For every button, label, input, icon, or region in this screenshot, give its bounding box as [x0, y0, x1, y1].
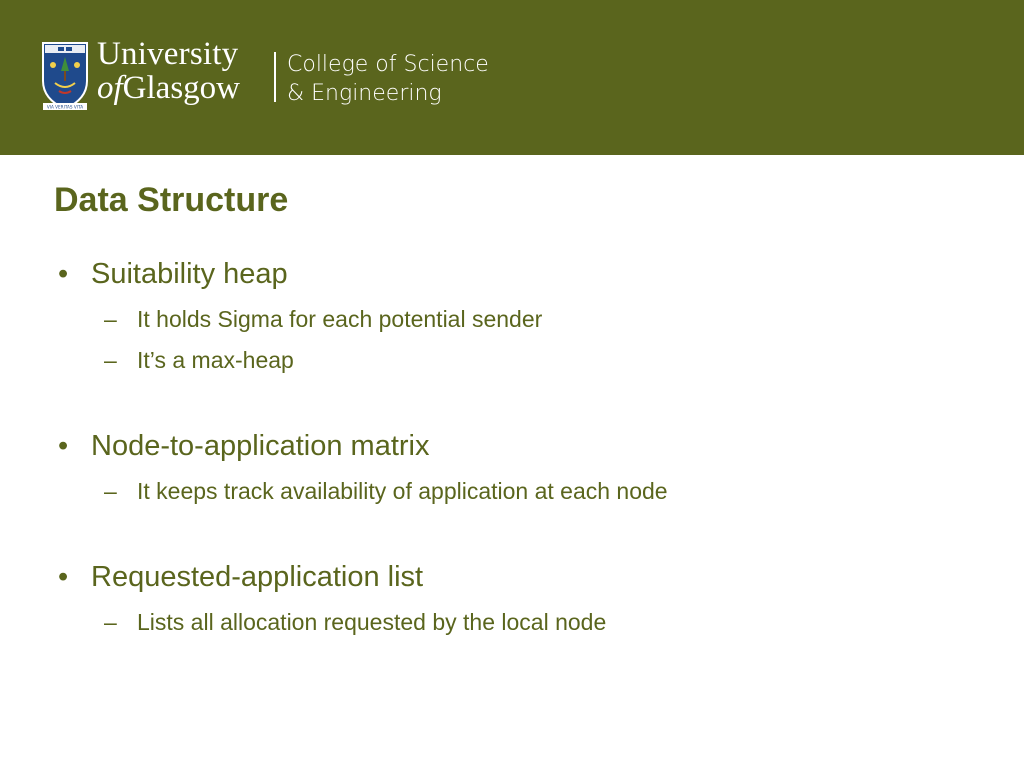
university-glasgow-word: Glasgow: [122, 70, 240, 106]
college-name-line2: & Engineering: [287, 81, 442, 106]
sub-bullet-item: [104, 477, 668, 505]
bullet-marker: •: [58, 561, 69, 593]
bullet-item: [58, 257, 288, 291]
sub-bullet-item: [104, 305, 542, 333]
sub-bullet-item: [104, 608, 606, 636]
university-of-word: of: [97, 70, 123, 106]
bullet-marker: •: [58, 258, 69, 290]
sub-bullet-text: It’s a max-heap: [137, 347, 294, 373]
college-name-line1: College of Science: [287, 52, 489, 77]
sub-bullet-marker: –: [104, 306, 117, 332]
sub-bullet-text: It holds Sigma for each potential sender: [137, 306, 543, 332]
bullet-item: [58, 429, 429, 463]
sub-bullet-text: Lists all allocation requested by the local node: [137, 609, 607, 635]
sub-bullet-marker: –: [104, 347, 117, 373]
sub-bullet-marker: –: [104, 478, 117, 504]
sub-bullet-marker: –: [104, 609, 117, 635]
crest-motto: VIA VERITAS VITA: [46, 104, 84, 110]
bullet-text: Suitability heap: [91, 258, 288, 290]
bullet-text: Node-to-application matrix: [91, 430, 430, 462]
university-name-line1: University: [97, 36, 239, 72]
slide-title: Data Structure: [54, 181, 289, 219]
sub-bullet-item: [104, 346, 294, 374]
sub-bullet-text: It keeps track availability of application at each node: [137, 478, 668, 504]
bullet-text: Requested-application list: [91, 561, 424, 593]
bullet-item: [58, 560, 423, 594]
bullet-marker: •: [58, 430, 69, 462]
